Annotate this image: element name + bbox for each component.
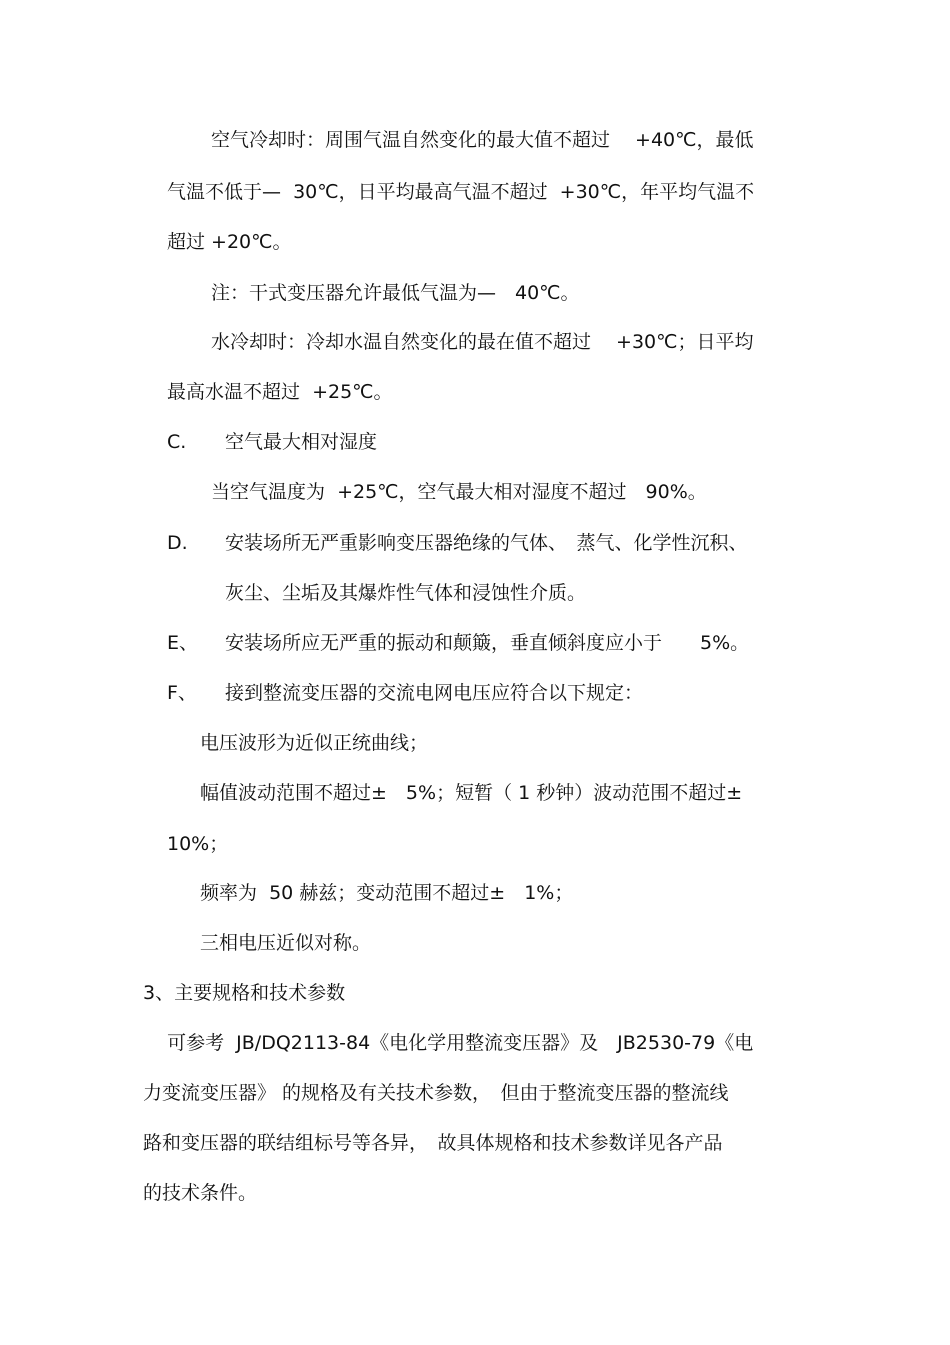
section-3-line-3: 路和变压器的联结组标号等各异， 故具体规格和技术参数详见各产品 [143,1132,723,1154]
section-3-line-1: 可参考 JB/DQ2113-84《电化学用整流变压器》及 JB2530-79《电 [155,1032,754,1054]
section-3-line-4: 的技术条件。 [143,1182,258,1204]
water-cooling-line-2: 最高水温不超过 +25℃。 [167,381,393,403]
item-f-requirement-symmetry: 三相电压近似对称。 [200,932,372,954]
item-f-requirement-amplitude-line-2: 10%； [167,833,229,855]
section-3-line-2: 力变流变压器》 的规格及有关技术参数， 但由于整流变压器的整流线 [143,1082,729,1104]
air-cooling-line-3: 超过 +20℃。 [167,231,292,253]
item-f-requirement-amplitude-line-1: 幅值波动范围不超过± 5%；短暂（ 1 秒钟）波动范围不超过± [200,782,743,804]
item-c-body: 当空气温度为 +25℃，空气最大相对湿度不超过 90%。 [211,481,707,503]
item-c-marker: C. [167,431,187,453]
item-d-marker: D. [167,532,188,554]
item-d-line-2: 灰尘、尘垢及其爆炸性气体和浸蚀性介质。 [225,582,587,604]
item-e-text: 安装场所应无严重的振动和颠簸，垂直倾斜度应小于 5%。 [225,632,750,654]
item-f-requirement-waveform: 电压波形为近似正统曲线； [200,732,429,754]
section-3-heading: 3、主要规格和技术参数 [143,982,346,1004]
item-d-line-1: 安装场所无严重影响变压器绝缘的气体、 蒸气、化学性沉积、 [225,532,748,554]
item-e-marker: E、 [167,632,199,654]
item-f-marker: F、 [167,682,197,704]
water-cooling-line-1: 水冷却时：冷却水温自然变化的最在值不超过 +30℃；日平均 [211,331,754,353]
item-f-text: 接到整流变压器的交流电网电压应符合以下规定： [225,682,644,704]
air-cooling-line-1: 空气冷却时：周围气温自然变化的最大值不超过 +40℃，最低 [211,129,754,151]
air-cooling-line-2: 气温不低于— 30℃，日平均最高气温不超过 +30℃，年平均气温不 [167,181,755,203]
item-f-requirement-frequency: 频率为 50 赫兹；变动范围不超过± 1%； [200,882,574,904]
note-dry-transformer: 注：干式变压器允许最低气温为— 40℃。 [211,282,580,304]
item-c-title: 空气最大相对湿度 [225,431,378,453]
